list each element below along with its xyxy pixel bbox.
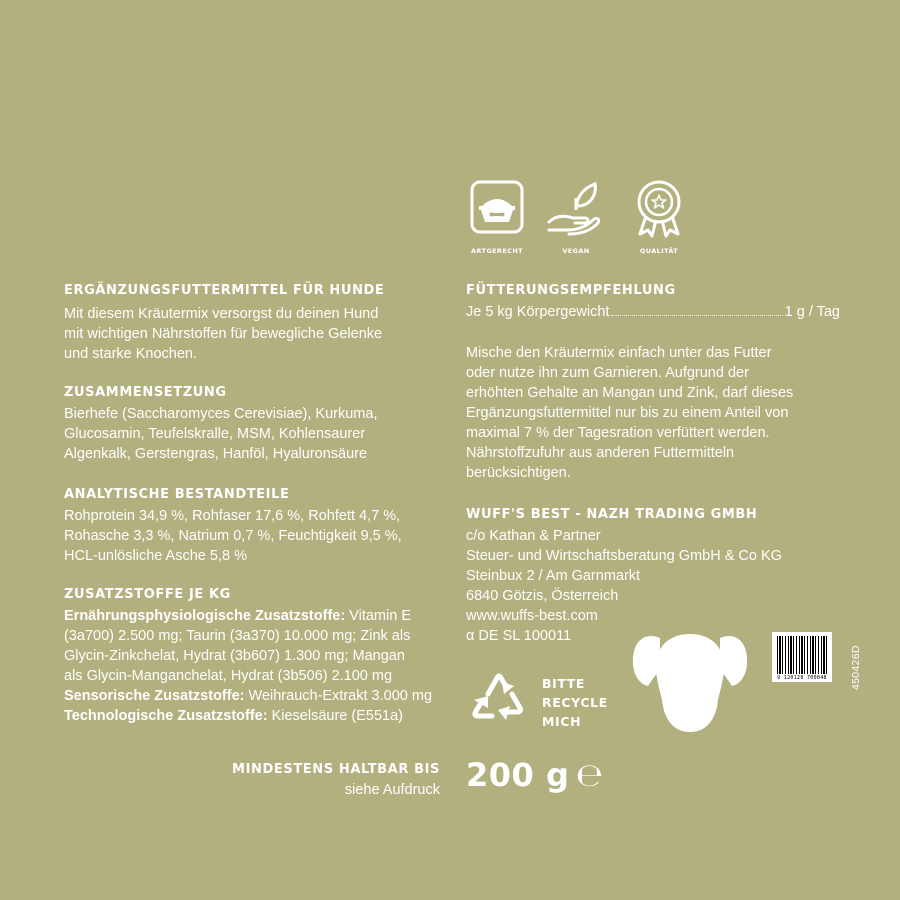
bestbefore-text: siehe Aufdruck bbox=[344, 782, 440, 798]
analytic-text bbox=[64, 506, 444, 566]
badge-qualitaet bbox=[628, 176, 690, 255]
composition-heading: ZUSAMMENSETZUNG bbox=[64, 385, 227, 400]
quality-rosette-icon bbox=[628, 176, 690, 238]
feeding-line: berücksichtigen. bbox=[466, 465, 571, 481]
address-line: Steinbux 2 / Am Garnmarkt bbox=[466, 568, 641, 584]
intro-heading: ERGÄNZUNGSFUTTERMITTEL FÜR HUNDE bbox=[64, 283, 385, 298]
dosage-left: Je 5 kg Körpergewicht bbox=[466, 304, 610, 320]
recycle-line: MICH bbox=[542, 714, 582, 729]
nutri-label: Ernährungsphysiologische Zusatzstoffe: bbox=[64, 608, 346, 624]
vertical-code: 450426D bbox=[850, 645, 862, 690]
address-line: c/o Kathan & Partner bbox=[466, 528, 601, 544]
badge-label: ARTGERECHT bbox=[470, 247, 524, 255]
feeding-line: oder nutze ihn zum Garnieren. Aufgrund der bbox=[466, 365, 749, 381]
dosage-line bbox=[466, 302, 840, 322]
additives-line: als Glycin-Manganchelat, Hydrat (3b506) 2.100 mg bbox=[64, 668, 393, 684]
analytic-line: Rohprotein 34,9 %, Rohfaser 17,6 %, Rohfett 4,7 %, bbox=[64, 508, 401, 524]
address-line: Steuer- und Wirtschaftsberatung GmbH & Co KG bbox=[466, 548, 782, 564]
badge-vegan bbox=[545, 176, 607, 255]
additives-line: (3a700) 2.500 mg; Taurin (3a370) 10.000 mg; Zink als bbox=[64, 628, 411, 644]
feeding-heading: FÜTTERUNGSEMPFEHLUNG bbox=[466, 283, 676, 298]
address-line: α DE SL 100011 bbox=[466, 628, 572, 644]
feeding-line: Ergänzungsfuttermittel nur bis zu einem Anteil von bbox=[466, 405, 789, 421]
additives-text bbox=[64, 606, 444, 726]
composition-line: Algenkalk, Gerstengras, Hanföl, Hyaluronsäure bbox=[64, 446, 368, 462]
additives-line bbox=[64, 686, 444, 706]
feeding-line: Nährstoffzufuhr aus anderen Futtermitteln bbox=[466, 445, 735, 461]
feeding-text bbox=[466, 343, 846, 483]
dot-leader bbox=[611, 303, 782, 316]
tech-label: Technologische Zusatzstoffe: bbox=[64, 708, 268, 724]
barcode-number: 9 120128 700048 bbox=[777, 675, 827, 681]
composition-line: Bierhefe (Saccharomyces Cerevisiae), Kurkuma, bbox=[64, 406, 378, 422]
sensor-text: Weihrauch-Extrakt 3.000 mg bbox=[244, 688, 433, 704]
plant-hand-icon bbox=[545, 176, 607, 238]
additives-line bbox=[64, 606, 444, 626]
dosage-right: 1 g / Tag bbox=[784, 304, 840, 320]
badge-label: VEGAN bbox=[562, 247, 590, 255]
barcode bbox=[772, 632, 832, 682]
address-line: 6840 Götzis, Österreich bbox=[466, 588, 619, 604]
additives-line: Glycin-Zinkchelat, Hydrat (3b607) 1.300 mg; Mangan bbox=[64, 648, 405, 664]
bestbefore-heading: MINDESTENS HALTBAR BIS bbox=[232, 762, 440, 777]
tech-text: Kieselsäure (E551a) bbox=[267, 708, 403, 724]
intro-line: und starke Knochen. bbox=[64, 346, 198, 362]
additives-heading: ZUSATZSTOFFE JE KG bbox=[64, 587, 231, 602]
dog-head-icon bbox=[630, 628, 750, 740]
analytic-line: Rohasche 3,3 %, Natrium 0,7 %, Feuchtigkeit 9,5 %, bbox=[64, 528, 402, 544]
composition-text bbox=[64, 404, 444, 464]
bowl-icon bbox=[466, 176, 528, 238]
badge-artgerecht bbox=[466, 176, 528, 255]
intro-line: mit wichtigen Nährstoffen für bewegliche Gelenke bbox=[64, 326, 383, 342]
barcode-bars bbox=[777, 636, 827, 674]
analytic-heading: ANALYTISCHE BESTANDTEILE bbox=[64, 487, 290, 502]
sensor-label: Sensorische Zusatzstoffe: bbox=[64, 688, 245, 704]
additives-line bbox=[64, 706, 444, 726]
recycle-icon bbox=[466, 668, 532, 730]
intro-text bbox=[64, 304, 444, 364]
analytic-line: HCL-unlösliche Asche 5,8 % bbox=[64, 548, 247, 564]
address-line: www.wuffs-best.com bbox=[466, 608, 598, 624]
intro-line: Mit diesem Kräutermix versorgst du deinen Hund bbox=[64, 306, 379, 322]
badge-label: QUALITÄT bbox=[639, 247, 679, 255]
recycle-line: BITTE bbox=[542, 676, 586, 691]
estimated-sign: ℮ bbox=[575, 756, 604, 794]
weight-value: 200 g bbox=[466, 756, 570, 794]
composition-line: Glucosamin, Teufelskralle, MSM, Kohlensaurer bbox=[64, 426, 366, 442]
nutri-text: Vitamin E bbox=[345, 608, 411, 624]
net-weight bbox=[466, 756, 603, 794]
feeding-line: erhöhten Gehalte an Mangan und Zink, darf dieses bbox=[466, 385, 794, 401]
recycle-line: RECYCLE bbox=[542, 695, 608, 710]
recycle-text bbox=[542, 674, 608, 731]
feeding-line: Mische den Kräutermix einfach unter das Futter bbox=[466, 345, 772, 361]
company-heading: WUFF'S BEST - NAZH TRADING GMBH bbox=[466, 507, 758, 522]
feeding-line: maximal 7 % der Tagesration verfüttert werden. bbox=[466, 425, 770, 441]
